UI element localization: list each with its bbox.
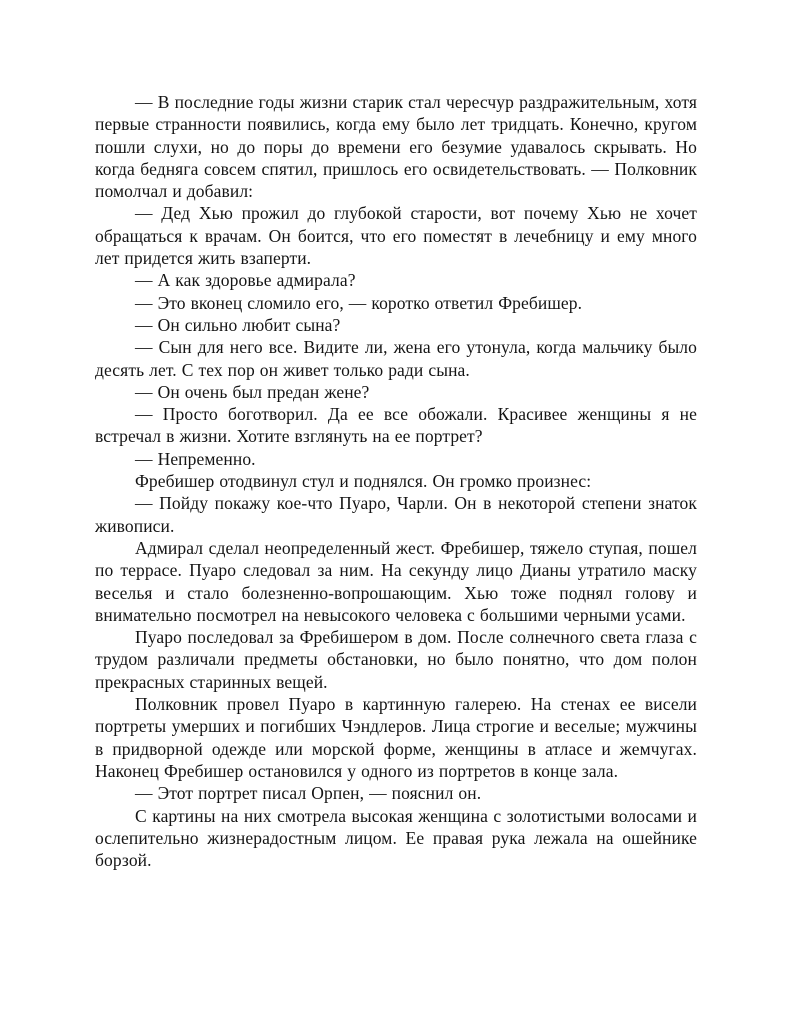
paragraph: — Пойду покажу кое-что Пуаро, Чарли. Он в некоторой степени знаток живописи. — [95, 493, 697, 536]
paragraph: — Сын для него все. Видите ли, жена его утонула, когда мальчику было десять лет. С тех пор он живет только ради сына. — [95, 337, 697, 380]
paragraph: — Этот портрет писал Орпен, — пояснил он. — [135, 783, 482, 804]
paragraph: — Он сильно любит сына? — [135, 314, 341, 335]
paragraph: Полковник провел Пуаро в картинную галерею. На стенах ее висели портреты умерших и погибших Чэндлеров. Лица строгие и веселые; мужчины в придворной одежде или морской форме, женщины в атласе и жемчугах. Наконец Фребишер остановился у одного из портретов в конце зала. — [95, 694, 697, 781]
paragraph: — Это вконец сломило его, — коротко ответил Фребишер. — [135, 292, 583, 313]
paragraph: — Непременно. — [135, 448, 256, 469]
paragraph: — Он очень был предан жене? — [135, 381, 370, 402]
paragraph: — Дед Хью прожил до глубокой старости, вот почему Хью не хочет обращаться к врачам. Он боится, что его поместят в лечебницу и ему много лет придется жить взаперти. — [95, 203, 697, 269]
paragraph: Фребишер отодвинул стул и поднялся. Он громко произнес: — [135, 471, 592, 492]
paragraph: Пуаро последовал за Фребишером в дом. После солнечного света глаза с трудом различали предметы обстановки, но было понятно, что дом полон прекрасных старинных вещей. — [95, 627, 697, 692]
paragraph: — В последние годы жизни старик стал чересчур раздражительным, хотя первые странности появились, когда ему было лет тридцать. Конечно, кругом пошли слухи, но до поры до времени его безумие удавалось скрывать. Но когда бедняга совсем спятил, пришлось его освидетельствовать. — Полковник помолчал и добавил: — [95, 92, 697, 202]
paragraph: — Просто боготворил. Да ее все обожали. Красивее женщины я не встречал в жизни. Хотите взглянуть на ее портрет? — [95, 404, 697, 447]
paragraph: — А как здоровье адмирала? — [135, 270, 356, 291]
paragraph: Адмирал сделал неопределенный жест. Фребишер, тяжело ступая, пошел по террасе. Пуаро следовал за ним. На секунду лицо Дианы утратило маску веселья и стало болезненно-вопрошающим. Хью тоже поднял голову и внимательно посмотрел на невысокого человека с большими черными усами. — [95, 537, 697, 625]
paragraph: С картины на них смотрела высокая женщина с золотистыми волосами и ослепительно жизнерадостным лицом. Ее правая рука лежала на ошейнике борзой. — [95, 805, 697, 871]
